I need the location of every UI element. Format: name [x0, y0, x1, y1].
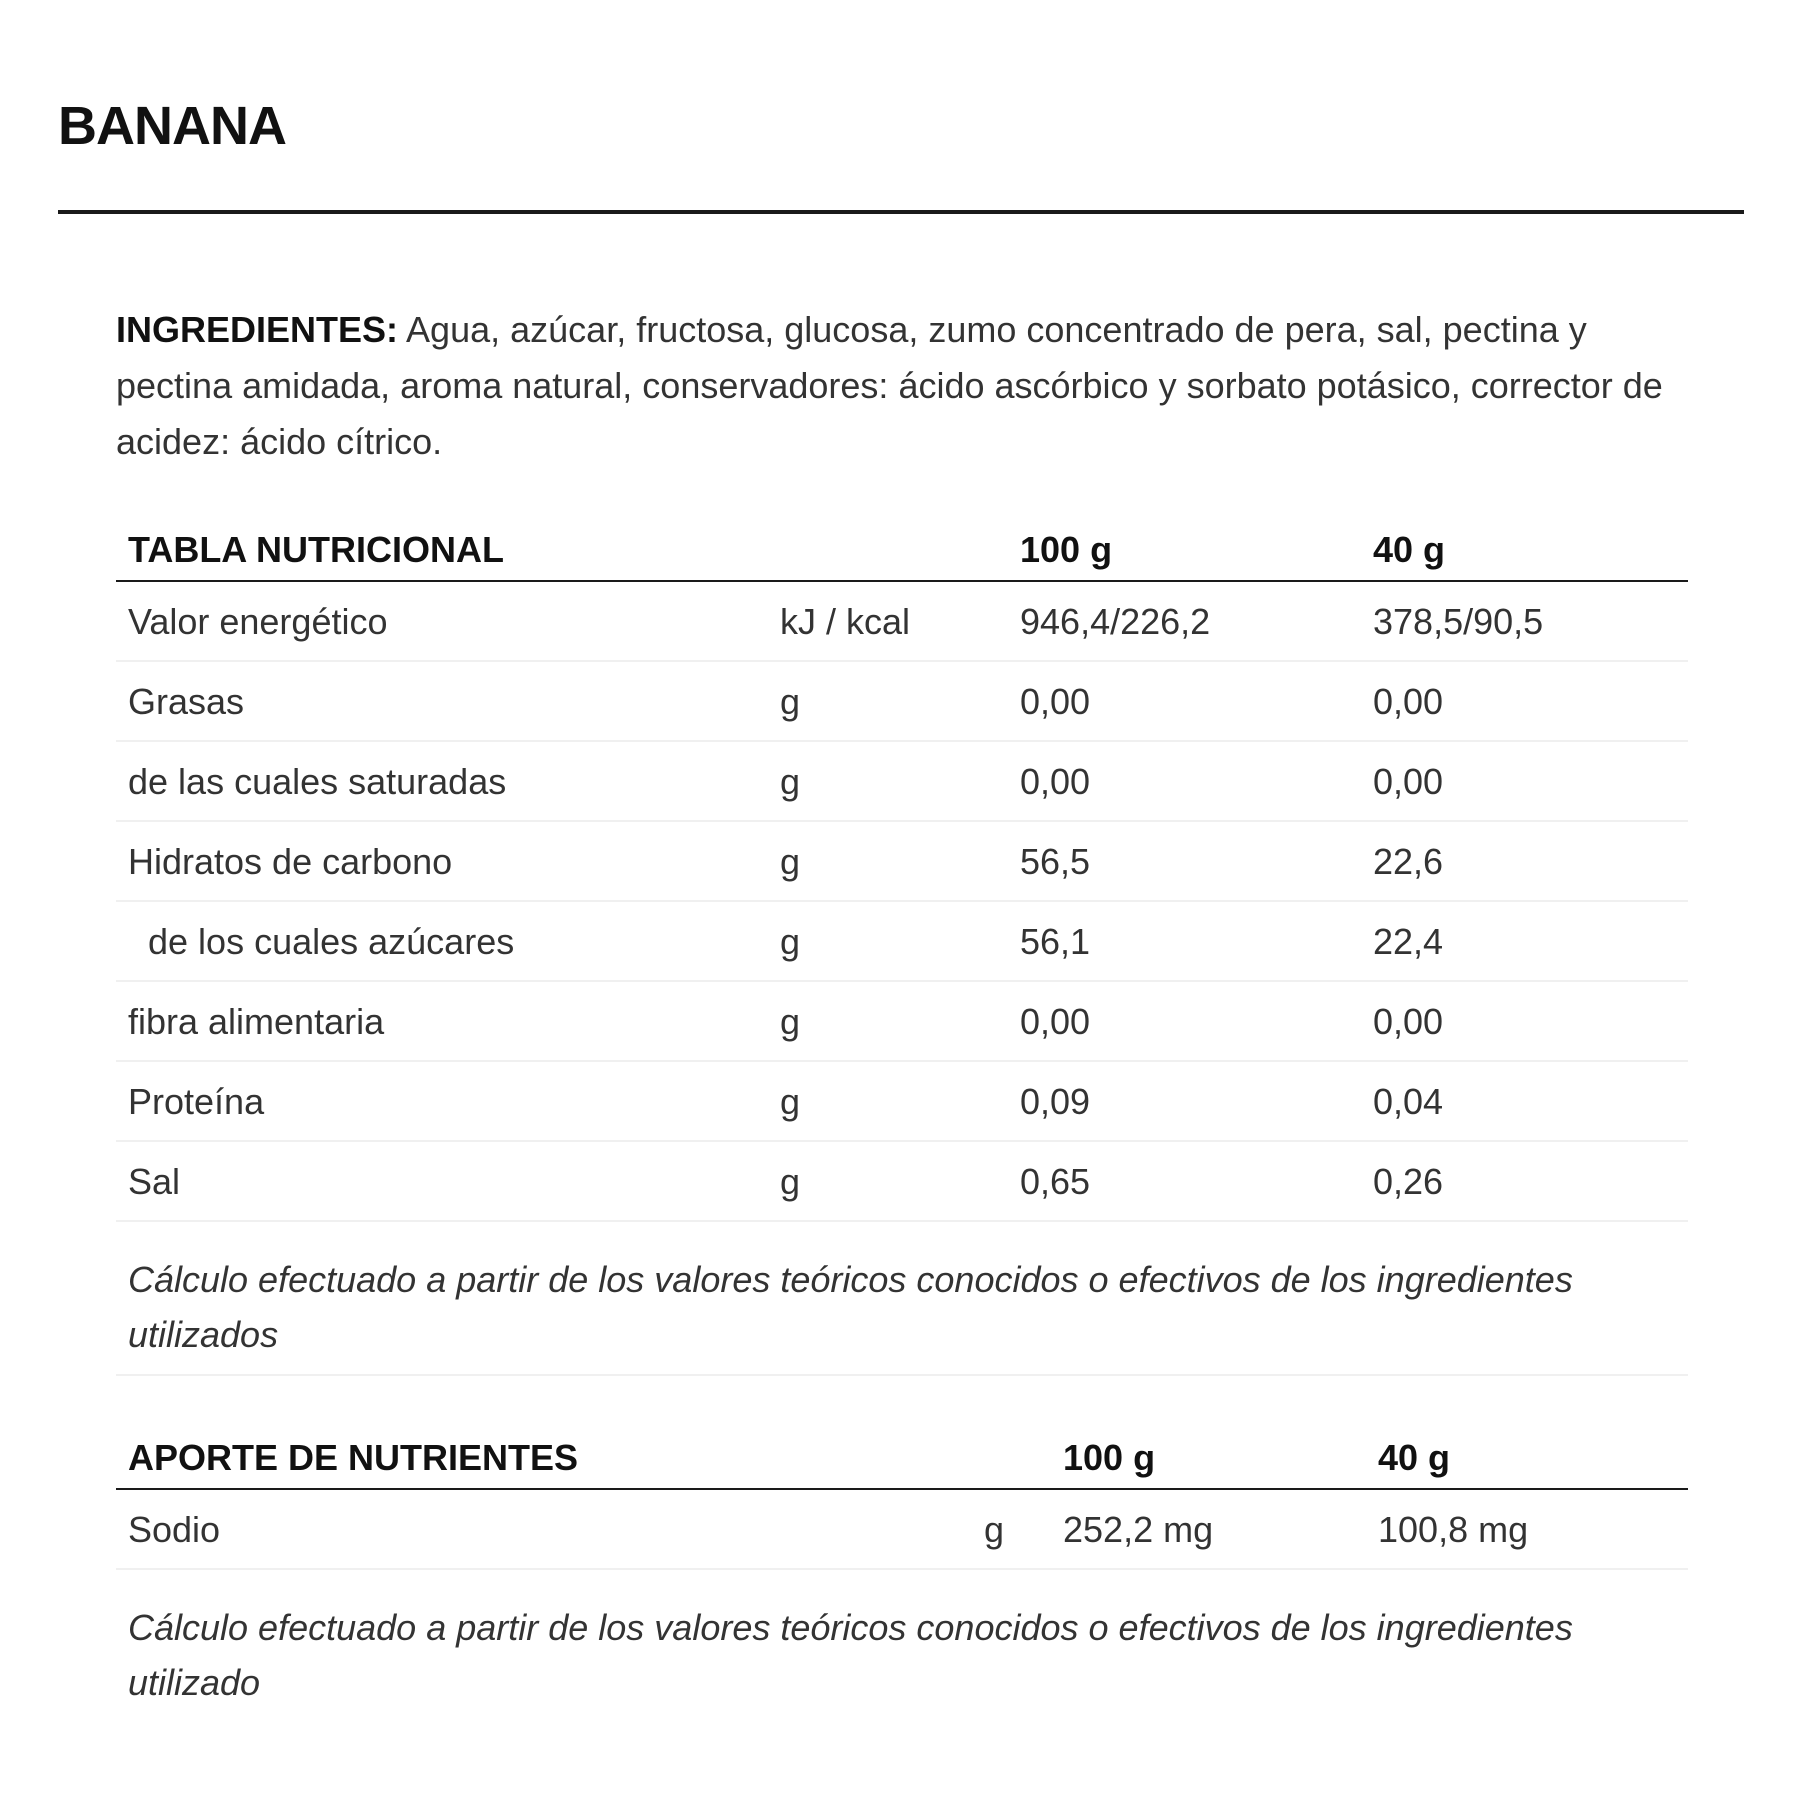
nutrient-unit: g	[780, 1001, 801, 1042]
nutrient-name: Grasas	[128, 681, 245, 722]
nutrient-name: Sodio	[128, 1509, 221, 1550]
nutrient-unit: g	[984, 1509, 1005, 1550]
table-row	[116, 662, 1688, 742]
value-100g: 0,65	[1020, 1161, 1091, 1202]
nutrition-table-title: TABLA NUTRICIONAL	[128, 529, 504, 570]
nutrient-unit: g	[780, 921, 801, 962]
table-row	[116, 582, 1688, 662]
ingredients-paragraph	[116, 302, 1696, 470]
column-header-100g: 100 g	[1063, 1437, 1156, 1478]
column-header-40g: 40 g	[1373, 529, 1446, 570]
value-40g: 378,5/90,5	[1373, 601, 1544, 642]
value-100g: 0,00	[1020, 761, 1091, 802]
value-100g: 0,00	[1020, 681, 1091, 722]
nutrient-name: Valor energético	[128, 601, 388, 642]
value-40g: 0,00	[1373, 681, 1444, 722]
value-40g: 0,26	[1373, 1161, 1444, 1202]
nutrient-name: de los cuales azúcares	[128, 921, 515, 962]
nutrients-table-note: Cálculo efectuado a partir de los valores teóricos conocidos o efectivos de los ingredientes utilizado	[128, 1607, 1573, 1703]
nutrient-unit: g	[780, 681, 801, 722]
nutrients-table-title: APORTE DE NUTRIENTES	[128, 1437, 579, 1478]
value-100g: 946,4/226,2	[1020, 601, 1211, 642]
table-row	[116, 1062, 1688, 1142]
nutrient-name: de las cuales saturadas	[128, 761, 507, 802]
title-divider	[58, 210, 1744, 214]
value-100g: 252,2 mg	[1063, 1509, 1214, 1550]
ingredients-label: INGREDIENTES:	[116, 309, 399, 350]
nutrient-name: Hidratos de carbono	[128, 841, 453, 882]
table-row	[116, 982, 1688, 1062]
table-row	[116, 1142, 1688, 1222]
nutrient-unit: g	[780, 761, 801, 802]
value-100g: 0,00	[1020, 1001, 1091, 1042]
value-100g: 56,5	[1020, 841, 1091, 882]
nutrients-table-header	[116, 1422, 1688, 1490]
value-40g: 0,04	[1373, 1081, 1444, 1122]
nutrition-table-note: Cálculo efectuado a partir de los valores teóricos conocidos o efectivos de los ingredientes utilizados	[116, 1252, 1688, 1376]
nutrient-unit: g	[780, 1161, 801, 1202]
nutrient-name: Proteína	[128, 1081, 265, 1122]
value-40g: 100,8 mg	[1378, 1509, 1529, 1550]
value-40g: 0,00	[1373, 1001, 1444, 1042]
column-header-100g: 100 g	[1020, 529, 1113, 570]
value-40g: 0,00	[1373, 761, 1444, 802]
nutrient-name: fibra alimentaria	[128, 1001, 385, 1042]
value-100g: 56,1	[1020, 921, 1091, 962]
value-100g: 0,09	[1020, 1081, 1091, 1122]
value-40g: 22,6	[1373, 841, 1444, 882]
table-row	[116, 902, 1688, 982]
nutrition-table-header	[116, 514, 1688, 582]
nutrient-unit: kJ / kcal	[780, 601, 911, 642]
table-row	[116, 822, 1688, 902]
nutrient-name: Sal	[128, 1161, 181, 1202]
column-header-40g: 40 g	[1378, 1437, 1451, 1478]
nutrient-unit: g	[780, 1081, 801, 1122]
table-row	[116, 1490, 1688, 1570]
page-title: BANANA	[58, 96, 286, 156]
ingredients-text: Agua, azúcar, fructosa, glucosa, zumo concentrado de pera, sal, pectina y pectina amidada, aroma natural, conservadores: ácido ascórbico y sorbato potásico, corrector de acidez: ácido cítrico.	[116, 309, 1663, 462]
value-40g: 22,4	[1373, 921, 1444, 962]
table-row	[116, 742, 1688, 822]
nutrient-unit: g	[780, 841, 801, 882]
